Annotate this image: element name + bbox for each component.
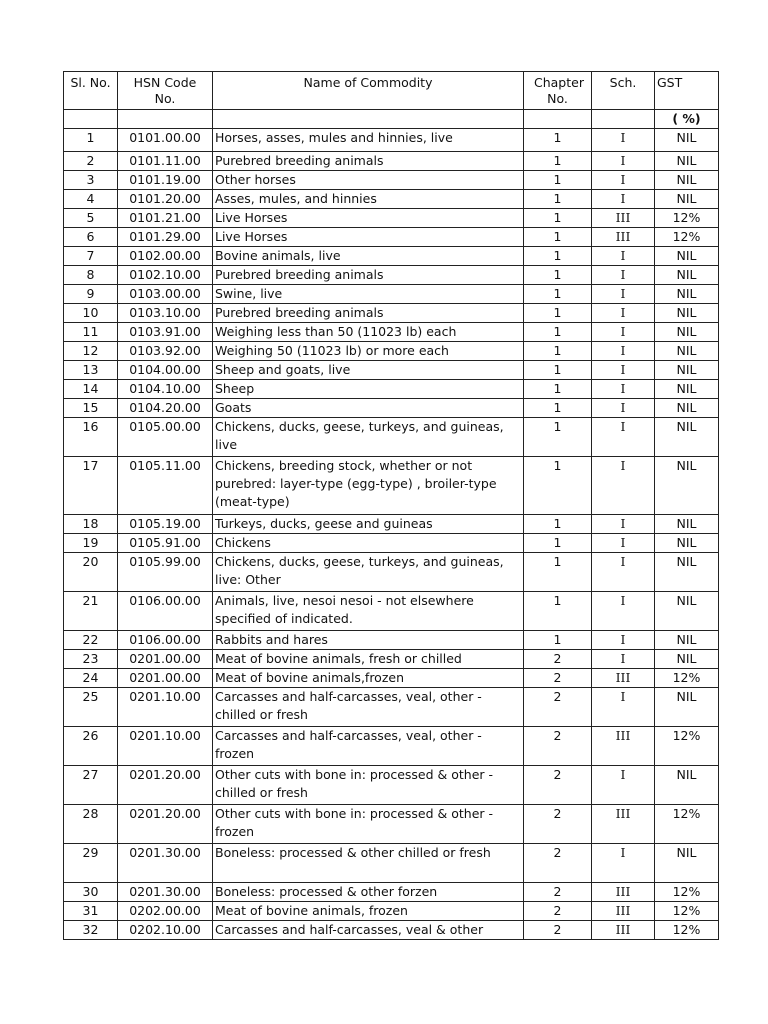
cell-gst-rate: NIL <box>655 457 719 515</box>
cell-hsn-code: 0101.21.00 <box>118 209 213 228</box>
table-row <box>64 247 719 266</box>
cell-gst-rate: NIL <box>655 285 719 304</box>
cell-chapter-no: 1 <box>524 209 592 228</box>
cell-commodity-name: Meat of bovine animals, frozen <box>213 902 524 921</box>
cell-hsn-code: 0105.19.00 <box>118 515 213 534</box>
cell-hsn-code: 0103.91.00 <box>118 323 213 342</box>
cell-chapter-no: 1 <box>524 515 592 534</box>
cell-commodity-name: Live Horses <box>213 228 524 247</box>
cell-gst-rate: NIL <box>655 129 719 152</box>
cell-chapter-no: 1 <box>524 380 592 399</box>
header-unit-empty <box>524 110 592 129</box>
cell-chapter-no: 2 <box>524 766 592 805</box>
cell-hsn-code: 0101.29.00 <box>118 228 213 247</box>
cell-sl-no: 10 <box>64 304 118 323</box>
cell-chapter-no: 2 <box>524 902 592 921</box>
cell-chapter-no: 2 <box>524 844 592 883</box>
table-row <box>64 766 719 805</box>
cell-chapter-no: 1 <box>524 553 592 592</box>
cell-chapter-no: 1 <box>524 266 592 285</box>
cell-chapter-no: 1 <box>524 399 592 418</box>
table-row <box>64 380 719 399</box>
cell-sl-no: 23 <box>64 650 118 669</box>
header-gst-unit: ( %) <box>655 110 719 129</box>
cell-schedule: I <box>592 399 655 418</box>
table-row <box>64 883 719 902</box>
table-row <box>64 650 719 669</box>
cell-gst-rate: 12% <box>655 921 719 940</box>
cell-sl-no: 32 <box>64 921 118 940</box>
cell-gst-rate: NIL <box>655 399 719 418</box>
cell-schedule: I <box>592 418 655 457</box>
cell-commodity-name: Chickens, breeding stock, whether or not purebred: layer-type (egg-type) , broiler-type (meat-type) <box>213 457 524 515</box>
cell-sl-no: 13 <box>64 361 118 380</box>
cell-schedule: I <box>592 457 655 515</box>
cell-sl-no: 22 <box>64 631 118 650</box>
cell-chapter-no: 2 <box>524 727 592 766</box>
cell-hsn-code: 0201.00.00 <box>118 650 213 669</box>
cell-chapter-no: 1 <box>524 152 592 171</box>
cell-commodity-name: Bovine animals, live <box>213 247 524 266</box>
cell-schedule: I <box>592 129 655 152</box>
cell-commodity-name: Turkeys, ducks, geese and guineas <box>213 515 524 534</box>
cell-sl-no: 27 <box>64 766 118 805</box>
cell-chapter-no: 1 <box>524 171 592 190</box>
cell-schedule: III <box>592 902 655 921</box>
cell-gst-rate: NIL <box>655 592 719 631</box>
table-row <box>64 152 719 171</box>
cell-gst-rate: 12% <box>655 228 719 247</box>
cell-sl-no: 11 <box>64 323 118 342</box>
cell-hsn-code: 0101.19.00 <box>118 171 213 190</box>
cell-chapter-no: 2 <box>524 805 592 844</box>
cell-sl-no: 7 <box>64 247 118 266</box>
cell-chapter-no: 1 <box>524 323 592 342</box>
cell-gst-rate: NIL <box>655 418 719 457</box>
cell-chapter-no: 1 <box>524 457 592 515</box>
header-hsn-code: HSN Code No. <box>118 72 213 110</box>
cell-hsn-code: 0201.20.00 <box>118 805 213 844</box>
cell-gst-rate: NIL <box>655 534 719 553</box>
cell-schedule: I <box>592 553 655 592</box>
cell-commodity-name: Carcasses and half-carcasses, veal, other - chilled or fresh <box>213 688 524 727</box>
cell-commodity-name: Purebred breeding animals <box>213 152 524 171</box>
table-row <box>64 727 719 766</box>
cell-schedule: I <box>592 171 655 190</box>
cell-schedule: I <box>592 323 655 342</box>
cell-hsn-code: 0105.00.00 <box>118 418 213 457</box>
cell-commodity-name: Carcasses and half-carcasses, veal & other <box>213 921 524 940</box>
cell-commodity-name: Swine, live <box>213 285 524 304</box>
cell-schedule: III <box>592 209 655 228</box>
header-chapter-no: Chapter No. <box>524 72 592 110</box>
cell-sl-no: 2 <box>64 152 118 171</box>
cell-hsn-code: 0106.00.00 <box>118 631 213 650</box>
cell-chapter-no: 1 <box>524 247 592 266</box>
cell-chapter-no: 2 <box>524 650 592 669</box>
table-row <box>64 129 719 152</box>
table-row <box>64 266 719 285</box>
cell-commodity-name: Purebred breeding animals <box>213 266 524 285</box>
cell-gst-rate: NIL <box>655 380 719 399</box>
header-unit-empty <box>64 110 118 129</box>
cell-commodity-name: Chickens <box>213 534 524 553</box>
cell-hsn-code: 0104.10.00 <box>118 380 213 399</box>
cell-hsn-code: 0102.10.00 <box>118 266 213 285</box>
cell-chapter-no: 1 <box>524 592 592 631</box>
cell-commodity-name: Chickens, ducks, geese, turkeys, and guineas, live <box>213 418 524 457</box>
table-row <box>64 418 719 457</box>
cell-sl-no: 4 <box>64 190 118 209</box>
cell-gst-rate: NIL <box>655 553 719 592</box>
cell-schedule: I <box>592 688 655 727</box>
cell-sl-no: 5 <box>64 209 118 228</box>
cell-schedule: III <box>592 883 655 902</box>
cell-hsn-code: 0105.99.00 <box>118 553 213 592</box>
table-row <box>64 171 719 190</box>
header-row <box>64 72 719 110</box>
cell-gst-rate: 12% <box>655 883 719 902</box>
cell-schedule: I <box>592 515 655 534</box>
cell-sl-no: 15 <box>64 399 118 418</box>
cell-gst-rate: NIL <box>655 844 719 883</box>
header-commodity-name: Name of Commodity <box>213 72 524 110</box>
cell-chapter-no: 1 <box>524 285 592 304</box>
cell-commodity-name: Sheep and goats, live <box>213 361 524 380</box>
cell-commodity-name: Other cuts with bone in: processed & other - chilled or fresh <box>213 766 524 805</box>
table-row <box>64 457 719 515</box>
header-unit-empty <box>592 110 655 129</box>
header-unit-empty <box>118 110 213 129</box>
cell-gst-rate: 12% <box>655 669 719 688</box>
cell-schedule: III <box>592 669 655 688</box>
cell-hsn-code: 0102.00.00 <box>118 247 213 266</box>
cell-schedule: I <box>592 190 655 209</box>
cell-commodity-name: Animals, live, nesoi nesoi - not elsewhere specified of indicated. <box>213 592 524 631</box>
cell-commodity-name: Other cuts with bone in: processed & other - frozen <box>213 805 524 844</box>
cell-schedule: I <box>592 534 655 553</box>
cell-schedule: I <box>592 285 655 304</box>
cell-sl-no: 14 <box>64 380 118 399</box>
cell-chapter-no: 1 <box>524 190 592 209</box>
cell-chapter-no: 1 <box>524 228 592 247</box>
cell-schedule: III <box>592 805 655 844</box>
cell-sl-no: 26 <box>64 727 118 766</box>
cell-sl-no: 25 <box>64 688 118 727</box>
table-row <box>64 688 719 727</box>
cell-sl-no: 24 <box>64 669 118 688</box>
cell-chapter-no: 1 <box>524 304 592 323</box>
table-row <box>64 361 719 380</box>
cell-sl-no: 17 <box>64 457 118 515</box>
cell-gst-rate: NIL <box>655 190 719 209</box>
header-unit-empty <box>213 110 524 129</box>
cell-schedule: I <box>592 342 655 361</box>
cell-schedule: I <box>592 152 655 171</box>
cell-chapter-no: 1 <box>524 418 592 457</box>
cell-sl-no: 20 <box>64 553 118 592</box>
cell-chapter-no: 1 <box>524 631 592 650</box>
cell-chapter-no: 2 <box>524 688 592 727</box>
cell-commodity-name: Goats <box>213 399 524 418</box>
table-body <box>64 129 719 940</box>
cell-chapter-no: 2 <box>524 921 592 940</box>
cell-sl-no: 1 <box>64 129 118 152</box>
cell-sl-no: 12 <box>64 342 118 361</box>
cell-chapter-no: 1 <box>524 534 592 553</box>
cell-schedule: I <box>592 361 655 380</box>
header-unit-row <box>64 110 719 129</box>
cell-schedule: I <box>592 266 655 285</box>
cell-gst-rate: 12% <box>655 902 719 921</box>
cell-schedule: I <box>592 631 655 650</box>
cell-sl-no: 18 <box>64 515 118 534</box>
cell-sl-no: 31 <box>64 902 118 921</box>
table-row <box>64 669 719 688</box>
cell-hsn-code: 0201.10.00 <box>118 688 213 727</box>
table-row <box>64 190 719 209</box>
cell-hsn-code: 0105.11.00 <box>118 457 213 515</box>
cell-commodity-name: Boneless: processed & other forzen <box>213 883 524 902</box>
cell-schedule: III <box>592 921 655 940</box>
cell-hsn-code: 0201.30.00 <box>118 883 213 902</box>
cell-gst-rate: NIL <box>655 361 719 380</box>
cell-sl-no: 30 <box>64 883 118 902</box>
table-row <box>64 209 719 228</box>
cell-hsn-code: 0105.91.00 <box>118 534 213 553</box>
cell-gst-rate: NIL <box>655 247 719 266</box>
table-row <box>64 902 719 921</box>
cell-commodity-name: Live Horses <box>213 209 524 228</box>
table-row <box>64 844 719 883</box>
cell-sl-no: 6 <box>64 228 118 247</box>
cell-sl-no: 29 <box>64 844 118 883</box>
cell-gst-rate: NIL <box>655 171 719 190</box>
cell-sl-no: 19 <box>64 534 118 553</box>
header-sl-no: Sl. No. <box>64 72 118 110</box>
table-row <box>64 399 719 418</box>
cell-gst-rate: 12% <box>655 727 719 766</box>
table-row <box>64 592 719 631</box>
cell-commodity-name: Other horses <box>213 171 524 190</box>
cell-chapter-no: 1 <box>524 342 592 361</box>
cell-gst-rate: NIL <box>655 766 719 805</box>
cell-commodity-name: Meat of bovine animals,frozen <box>213 669 524 688</box>
cell-sl-no: 9 <box>64 285 118 304</box>
cell-hsn-code: 0202.10.00 <box>118 921 213 940</box>
cell-schedule: I <box>592 247 655 266</box>
cell-hsn-code: 0202.00.00 <box>118 902 213 921</box>
cell-gst-rate: NIL <box>655 631 719 650</box>
cell-schedule: I <box>592 650 655 669</box>
table-row <box>64 228 719 247</box>
header-schedule: Sch. <box>592 72 655 110</box>
cell-hsn-code: 0101.00.00 <box>118 129 213 152</box>
cell-gst-rate: NIL <box>655 342 719 361</box>
cell-chapter-no: 1 <box>524 361 592 380</box>
cell-hsn-code: 0101.20.00 <box>118 190 213 209</box>
cell-sl-no: 8 <box>64 266 118 285</box>
cell-gst-rate: NIL <box>655 650 719 669</box>
cell-sl-no: 28 <box>64 805 118 844</box>
cell-hsn-code: 0101.11.00 <box>118 152 213 171</box>
header-gst: GST <box>655 72 719 110</box>
cell-gst-rate: NIL <box>655 304 719 323</box>
cell-commodity-name: Boneless: processed & other chilled or fresh <box>213 844 524 883</box>
cell-gst-rate: NIL <box>655 266 719 285</box>
cell-gst-rate: NIL <box>655 688 719 727</box>
cell-commodity-name: Asses, mules, and hinnies <box>213 190 524 209</box>
cell-commodity-name: Rabbits and hares <box>213 631 524 650</box>
cell-schedule: I <box>592 304 655 323</box>
table-row <box>64 323 719 342</box>
cell-hsn-code: 0103.00.00 <box>118 285 213 304</box>
cell-gst-rate: NIL <box>655 515 719 534</box>
cell-hsn-code: 0201.20.00 <box>118 766 213 805</box>
cell-gst-rate: NIL <box>655 323 719 342</box>
table-row <box>64 534 719 553</box>
cell-commodity-name: Meat of bovine animals, fresh or chilled <box>213 650 524 669</box>
cell-sl-no: 3 <box>64 171 118 190</box>
cell-sl-no: 21 <box>64 592 118 631</box>
cell-chapter-no: 2 <box>524 883 592 902</box>
cell-hsn-code: 0104.20.00 <box>118 399 213 418</box>
cell-commodity-name: Purebred breeding animals <box>213 304 524 323</box>
cell-commodity-name: Weighing less than 50 (11023 lb) each <box>213 323 524 342</box>
cell-commodity-name: Chickens, ducks, geese, turkeys, and guineas, live: Other <box>213 553 524 592</box>
cell-commodity-name: Sheep <box>213 380 524 399</box>
cell-chapter-no: 2 <box>524 669 592 688</box>
cell-commodity-name: Horses, asses, mules and hinnies, live <box>213 129 524 152</box>
cell-hsn-code: 0201.30.00 <box>118 844 213 883</box>
cell-gst-rate: 12% <box>655 209 719 228</box>
table-row <box>64 342 719 361</box>
cell-hsn-code: 0106.00.00 <box>118 592 213 631</box>
commodity-sheet <box>63 71 719 940</box>
cell-schedule: I <box>592 844 655 883</box>
cell-commodity-name: Carcasses and half-carcasses, veal, other - frozen <box>213 727 524 766</box>
cell-hsn-code: 0103.92.00 <box>118 342 213 361</box>
table-row <box>64 304 719 323</box>
table-row <box>64 631 719 650</box>
cell-schedule: I <box>592 766 655 805</box>
table-row <box>64 515 719 534</box>
cell-schedule: III <box>592 727 655 766</box>
cell-sl-no: 16 <box>64 418 118 457</box>
cell-gst-rate: 12% <box>655 805 719 844</box>
table-row <box>64 921 719 940</box>
cell-hsn-code: 0103.10.00 <box>118 304 213 323</box>
cell-chapter-no: 1 <box>524 129 592 152</box>
cell-hsn-code: 0104.00.00 <box>118 361 213 380</box>
commodity-table <box>63 71 719 940</box>
table-row <box>64 805 719 844</box>
cell-gst-rate: NIL <box>655 152 719 171</box>
cell-hsn-code: 0201.00.00 <box>118 669 213 688</box>
cell-hsn-code: 0201.10.00 <box>118 727 213 766</box>
cell-schedule: III <box>592 228 655 247</box>
table-row <box>64 285 719 304</box>
cell-commodity-name: Weighing 50 (11023 lb) or more each <box>213 342 524 361</box>
table-row <box>64 553 719 592</box>
cell-schedule: I <box>592 592 655 631</box>
cell-schedule: I <box>592 380 655 399</box>
